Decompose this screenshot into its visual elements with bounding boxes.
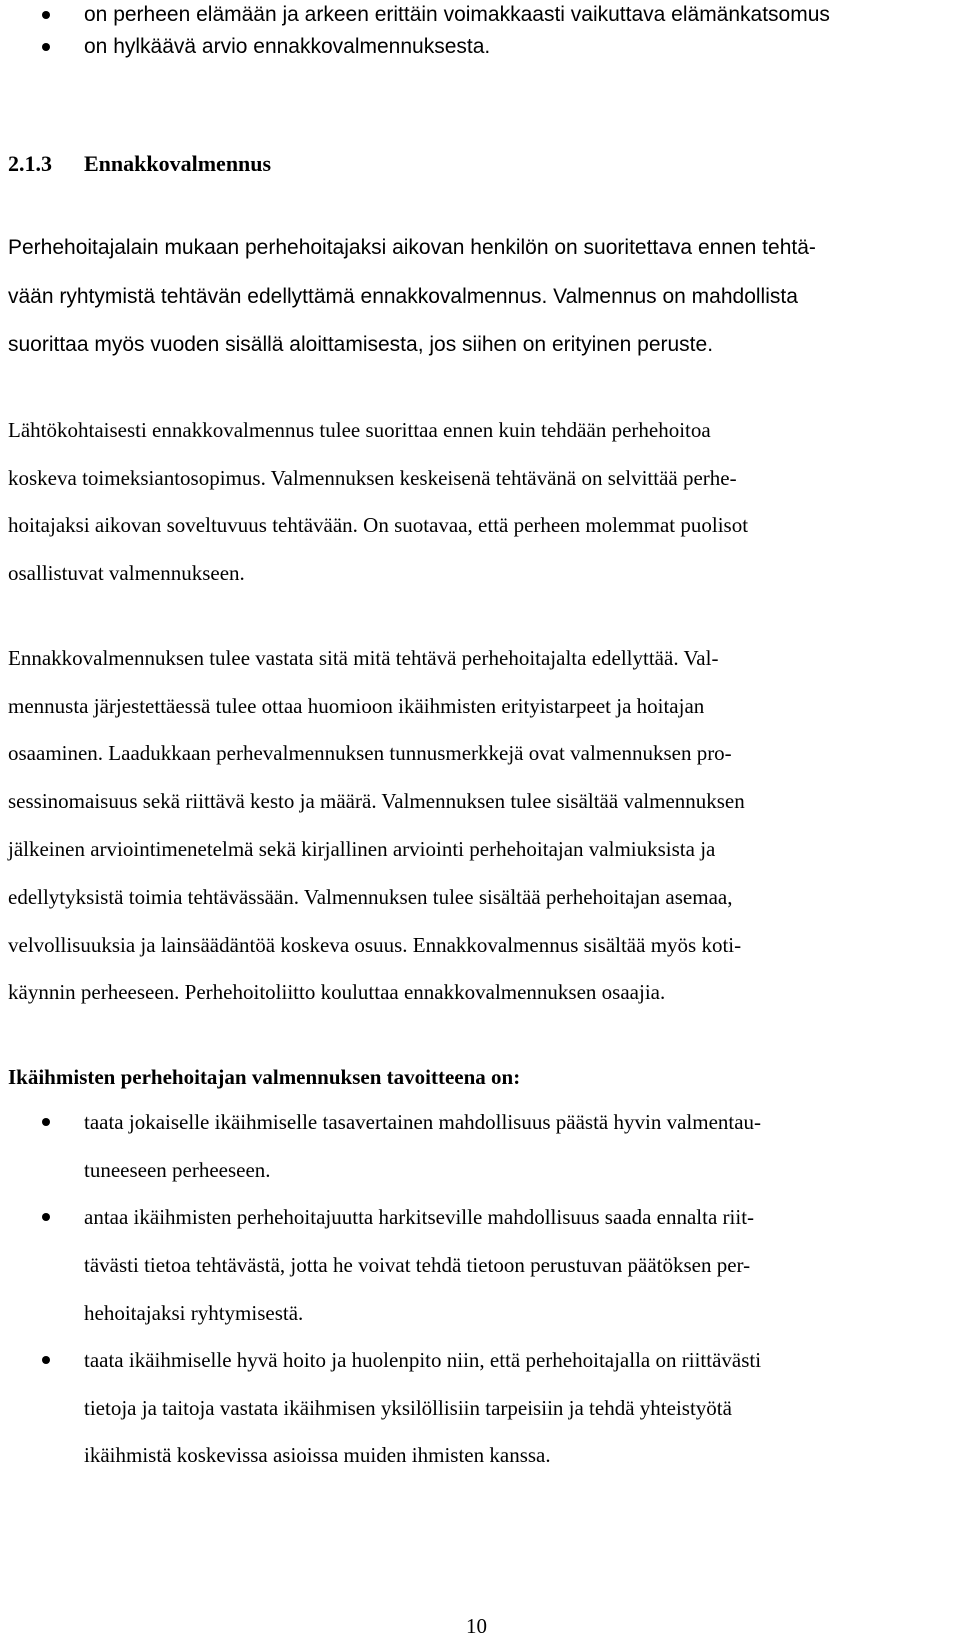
paragraph-1-line: vään ryhtymistä tehtävän edellyttämä ennakkovalmennus. Valmennus on mahdollista <box>8 285 798 308</box>
bullet-icon <box>42 1356 50 1364</box>
top-bullet-1: on perheen elämään ja arkeen erittäin voimakkaasti vaikuttava elämänkatsomus <box>84 3 830 26</box>
goal-1-line: taata jokaiselle ikäihmiselle tasavertainen mahdollisuus päästä hyvin valmentau- <box>84 1110 762 1134</box>
goal-2-line: tävästi tietoa tehtävästä, jotta he voivat tehdä tietoon perustuvan päätöksen per- <box>84 1253 751 1277</box>
paragraph-3-line: mennusta järjestettäessä tulee ottaa huomioon ikäihmisten erityistarpeet ja hoitajan <box>8 694 705 718</box>
goal-1-line: tuneeseen perheeseen. <box>84 1158 271 1182</box>
section-title: Ennakkovalmennus <box>84 151 272 176</box>
goal-3-line: ikäihmistä koskevissa asioissa muiden ihmisten kanssa. <box>84 1443 551 1467</box>
paragraph-3-line: sessinomaisuus sekä riittävä kesto ja määrä. Valmennuksen tulee sisältää valmennuksen <box>8 789 745 813</box>
goals-heading: Ikäihmisten perhehoitajan valmennuksen tavoitteena on: <box>8 1065 521 1089</box>
paragraph-3-line: edellytyksistä toimia tehtävässään. Valmennuksen tulee sisältää perhehoitajan asemaa, <box>8 885 733 909</box>
paragraph-2-line: osallistuvat valmennukseen. <box>8 561 245 585</box>
paragraph-3-line: Ennakkovalmennuksen tulee vastata sitä mitä tehtävä perhehoitajalta edellyttää. Val- <box>8 646 719 670</box>
goal-3-line: tietoja ja taitoja vastata ikäihmisen yksilöllisiin tarpeisiin ja tehdä yhteistyötä <box>84 1396 732 1420</box>
paragraph-1-line: Perhehoitajalain mukaan perhehoitajaksi aikovan henkilön on suoritettava ennen tehtä- <box>8 236 816 259</box>
paragraph-1-line: suorittaa myös vuoden sisällä aloittamisesta, jos siihen on erityinen peruste. <box>8 333 714 356</box>
paragraph-3-line: käynnin perheeseen. Perhehoitoliitto kouluttaa ennakkovalmennuksen osaajia. <box>8 980 666 1004</box>
goal-3-line: taata ikäihmiselle hyvä hoito ja huolenpito niin, että perhehoitajalla on riittävästi <box>84 1348 762 1372</box>
section-number: 2.1.3 <box>8 151 52 176</box>
paragraph-3-line: jälkeinen arviointimenetelmä sekä kirjallinen arviointi perhehoitajan valmiuksista ja <box>8 837 716 861</box>
bullet-icon <box>42 11 50 19</box>
page-number: 10 <box>466 1614 487 1638</box>
goal-2-line: antaa ikäihmisten perhehoitajuutta harkitseville mahdollisuus saada ennalta riit- <box>84 1205 755 1229</box>
paragraph-2-line: koskeva toimeksiantosopimus. Valmennuksen keskeisenä tehtävänä on selvittää perhe- <box>8 466 737 490</box>
bullet-icon <box>42 1213 50 1221</box>
bullet-icon <box>42 1118 50 1126</box>
paragraph-3-line: osaaminen. Laadukkaan perhevalmennuksen tunnusmerkkejä ovat valmennuksen pro- <box>8 741 732 765</box>
paragraph-2-line: hoitajaksi aikovan soveltuvuus tehtävään. On suotavaa, että perheen molemmat puolisot <box>8 513 749 537</box>
bullet-icon <box>42 43 50 51</box>
paragraph-2-line: Lähtökohtaisesti ennakkovalmennus tulee suorittaa ennen kuin tehdään perhehoitoa <box>8 418 711 442</box>
goal-2-line: hehoitajaksi ryhtymisestä. <box>84 1301 304 1325</box>
top-bullet-2: on hylkäävä arvio ennakkovalmennuksesta. <box>84 35 491 58</box>
paragraph-3-line: velvollisuuksia ja lainsäädäntöä koskeva osuus. Ennakkovalmennus sisältää myös koti- <box>8 933 742 957</box>
